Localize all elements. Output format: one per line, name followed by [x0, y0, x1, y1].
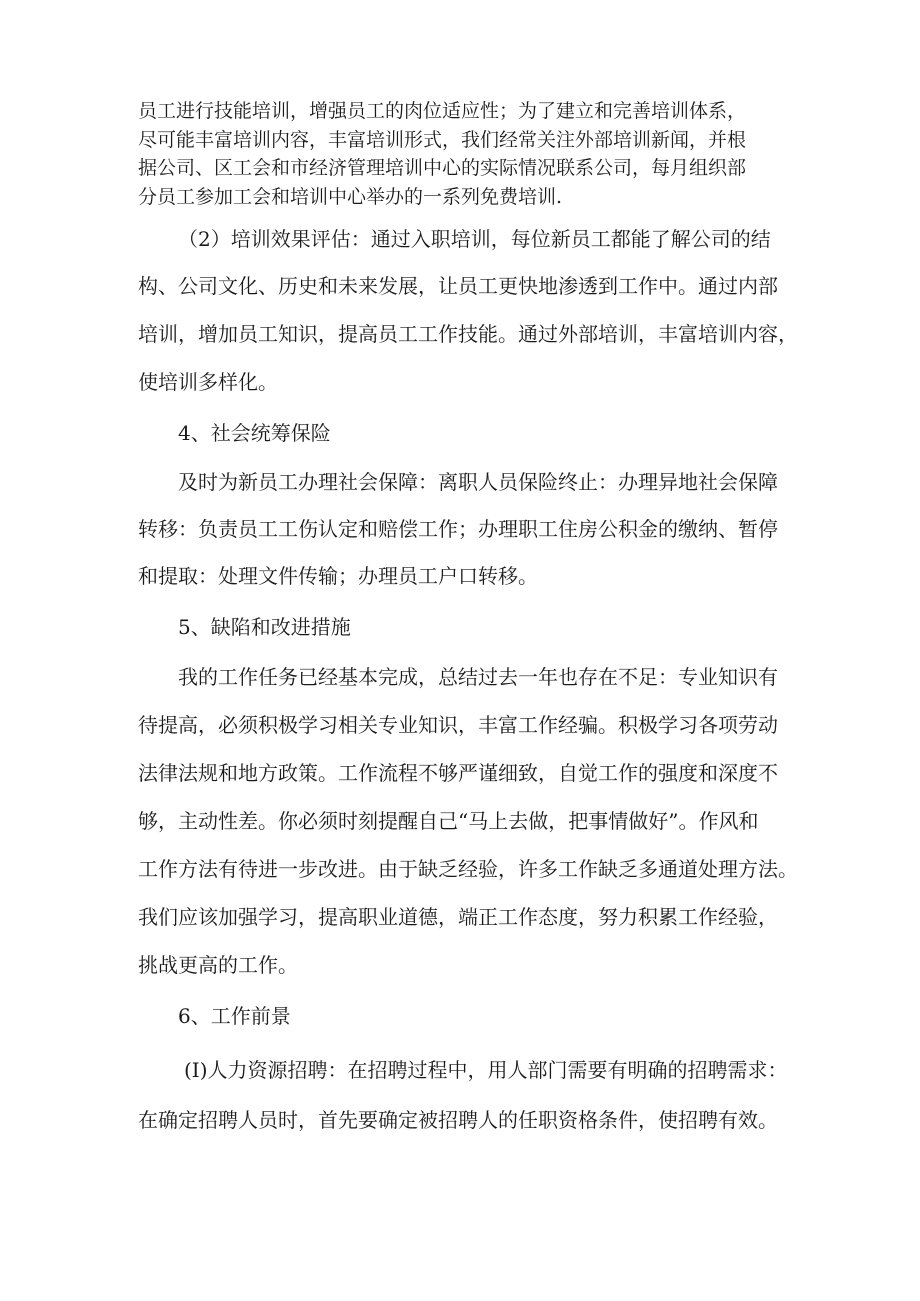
text-line: 在确定招聘人员时，首先要确定被招聘人的任职资格条件，使招聘有效。 — [138, 1108, 778, 1132]
text-line: 培训，增加员工知识，提高员工工作技能。通过外部培训，丰富培训内容， — [138, 322, 798, 346]
section-heading: 6、工作前景 — [178, 1004, 291, 1028]
text-line: 工作方法有待进一步改进。由于缺乏经验，许多工作缺乏多通道处理方法。 — [138, 857, 798, 881]
text-line: 分员工参加工会和培训中心举办的一系列免费培训. — [138, 186, 563, 208]
text-line: (I)人力资源招聘：在招聘过程中，用人部门需要有明确的招聘需求： — [184, 1058, 788, 1082]
text-line: 挑战更高的工作。 — [138, 953, 298, 977]
text-line: 待提高，必须积极学习相关专业知识，丰富工作经骗。积极学习各项劳动 — [138, 713, 778, 737]
text-line: 构、公司文化、历史和未来发展，让员工更快地渗透到工作中。通过内部 — [138, 274, 778, 298]
text-line: 和提取：处理文件传输；办理员工户口转移。 — [138, 564, 538, 588]
text-line: 我的工作任务已经基本完成，总结过去一年也存在不足：专业知识有 — [178, 665, 778, 689]
text-line: 转移：负责员工工伤认定和赔偿工作；办理职工住房公积金的缴纳、暂停 — [138, 517, 778, 541]
text-line: 我们应该加强学习，提高职业道德，端正工作态度，努力积累工作经验， — [138, 905, 778, 929]
text-line: 员工进行技能培训，增强员工的肉位适应性；为了建立和完善培训体系， — [138, 100, 747, 122]
text-line: 法律法规和地方政策。工作流程不够严谨细致，自觉工作的强度和深度不 — [138, 761, 778, 785]
section-heading: 4、社会统筹保险 — [178, 421, 331, 445]
section-heading: 5、缺陷和改进措施 — [178, 615, 351, 639]
text-line: （2）培训效果评估：通过入职培训，每位新员工都能了解公司的结 — [178, 227, 771, 251]
text-line: 据公司、区工会和市经济管理培训中心的实际情况联系公司，每月组织部 — [138, 157, 747, 179]
text-line: 尽可能丰富培训内容，丰富培训形式，我们经常关注外部培训新闻，并根 — [138, 129, 747, 151]
text-line: 够，主动性差。你必须时刻提醒自己“马上去做，把事情做好”。作风和 — [138, 809, 759, 833]
text-line: 及时为新员工办理社会保障：离职人员保险终止：办理异地社会保障 — [178, 470, 778, 494]
text-line: 使培训多样化。 — [138, 370, 278, 394]
